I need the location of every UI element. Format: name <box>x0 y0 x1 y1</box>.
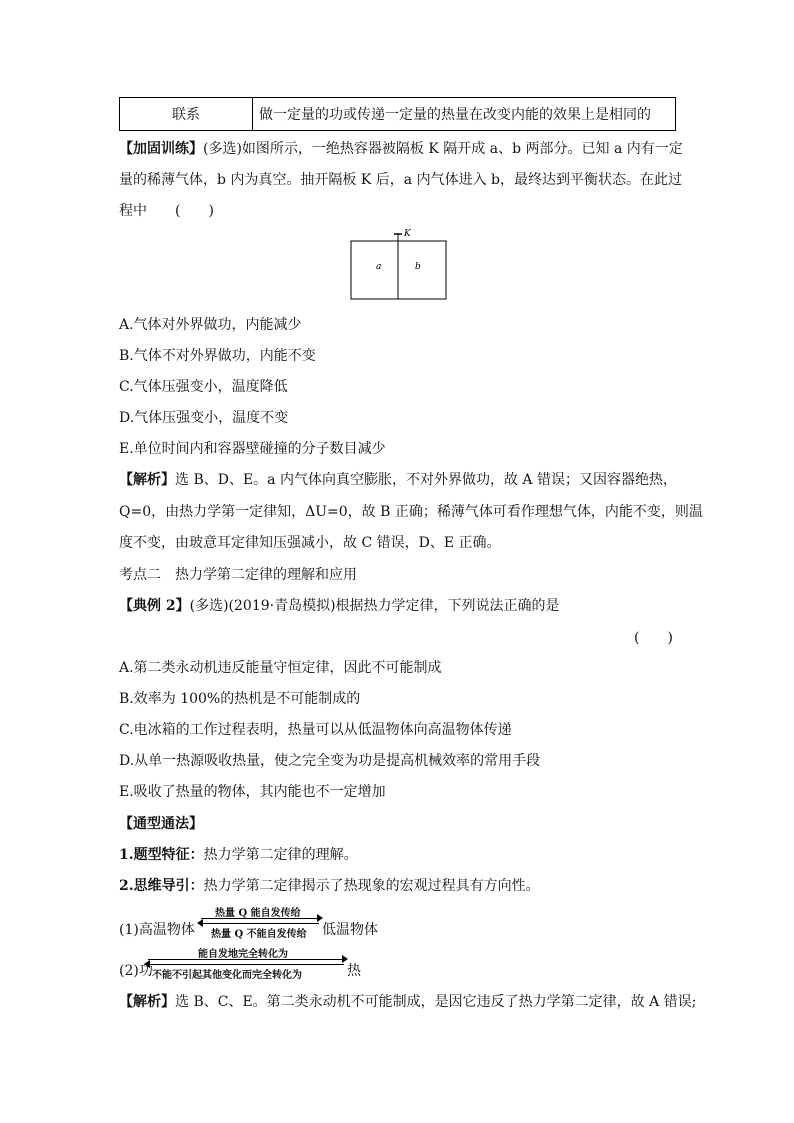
section-heading: 考点二 热力学第二定律的理解和应用 <box>119 567 357 583</box>
q1-line1 <box>119 140 683 158</box>
relation-table <box>119 97 676 131</box>
q1-option-a: A.气体对外界做功，内能减少 <box>119 317 302 333</box>
q2-line1 <box>119 597 560 615</box>
q2-option-e: E.吸收了热量的物体，其内能也不一定增加 <box>119 784 386 800</box>
q1-option-b: B.气体不对外界做功，内能不变 <box>119 348 316 364</box>
answer-paren: ( ) <box>634 630 673 646</box>
r2-top-label: 能自发地完全转化为 <box>198 949 288 960</box>
q1-analysis-line3: 度不变，由玻意耳定律知压强减小，故 C 错误，D、E 正确。 <box>119 535 501 551</box>
r2-backward-arrow <box>148 964 344 965</box>
r1-prefix: (1)高温物体 <box>119 922 195 938</box>
label-b: b <box>415 262 421 272</box>
q2-text1: (多选)(2019·青岛模拟)根据热力学定律，下列说法正确的是 <box>189 598 560 614</box>
r1-forward-arrow <box>201 918 319 919</box>
r2-suffix: 热 <box>347 963 361 979</box>
p1-text: 热力学第二定律的理解。 <box>203 847 358 863</box>
method-tag: 【通型通法】 <box>119 816 203 832</box>
table-row <box>120 98 676 131</box>
table-cell-value: 做一定量的功或传递一定量的热量在改变内能的效果上是相同的 <box>253 98 676 131</box>
final-analysis <box>119 993 696 1011</box>
q1-line3: 程中 ( ) <box>119 203 214 219</box>
q2-option-a: A.第二类永动机违反能量守恒定律，因此不可能制成 <box>119 660 442 676</box>
r2-left-arrowhead <box>144 960 150 968</box>
r1-top-label: 热量 Q 能自发传给 <box>215 908 301 919</box>
label-a: a <box>376 262 382 272</box>
r2-forward-arrow <box>148 959 344 960</box>
table-cell-key: 联系 <box>120 98 253 131</box>
q1-option-c: C.气体压强变小，温度降低 <box>119 379 288 395</box>
analysis-text1: 选 B、D、E。a 内气体向真空膨胀，不对外界做功，故 A 错误；又因容器绝热， <box>175 472 677 488</box>
r2-prefix: (2)功 <box>119 963 153 979</box>
final-tag: 【解析】 <box>119 994 175 1010</box>
q1-line2: 量的稀薄气体，b 内为真空。抽开隔板 K 后，a 内气体进入 b，最终达到平衡状态。在此过 <box>119 172 682 188</box>
q2-option-d: D.从单一热源吸收热量，使之完全变为功是提高机械效率的常用手段 <box>119 753 541 769</box>
container-figure <box>345 226 455 304</box>
q1-tag: 【加固训练】 <box>119 141 203 157</box>
q2-tag: 【典例 2】 <box>119 598 190 614</box>
r2-arrows <box>148 945 348 981</box>
r1-bottom-label: 热量 Q 不能自发传给 <box>211 929 307 940</box>
q1-option-e: E.单位时间内和容器壁碰撞的分子数目减少 <box>119 441 386 457</box>
method-p1 <box>119 846 358 864</box>
method-p2 <box>119 877 540 895</box>
analysis-tag: 【解析】 <box>119 472 175 488</box>
q2-option-b: B.效率为 100%的热机是不可能制成的 <box>119 691 361 707</box>
q1-option-d: D.气体压强变小，温度不变 <box>119 410 289 426</box>
q1-text1: (多选)如图所示，一绝热容器被隔板 K 隔开成 a、b 两部分。已知 a 内有一定 <box>203 141 683 157</box>
final-text: 选 B、C、E。第二类永动机不可能制成，是因它违反了热力学第二定律，故 A 错误; <box>175 994 697 1010</box>
p1-label: 1.题型特征： <box>119 847 204 863</box>
q1-analysis-line1 <box>119 471 677 489</box>
q2-option-c: C.电冰箱的工作过程表明，热量可以从低温物体向高温物体传递 <box>119 722 512 738</box>
r1-suffix: 低温物体 <box>322 922 378 938</box>
r1-left-arrowhead <box>197 919 203 927</box>
label-k: K <box>404 229 411 239</box>
q1-analysis-line2: Q=0，由热力学第一定律知，ΔU=0，故 B 正确；稀薄气体可看作理想气体，内能不变，则温 <box>119 504 703 520</box>
p2-text: 热力学第二定律揭示了热现象的宏观过程具有方向性。 <box>203 878 540 894</box>
r2-bottom-label: 不能不引起其他变化而完全转化为 <box>152 970 302 981</box>
p2-label: 2.思维导引： <box>119 878 204 894</box>
r1-backward-arrow <box>201 923 319 924</box>
r1-arrows <box>201 904 321 940</box>
